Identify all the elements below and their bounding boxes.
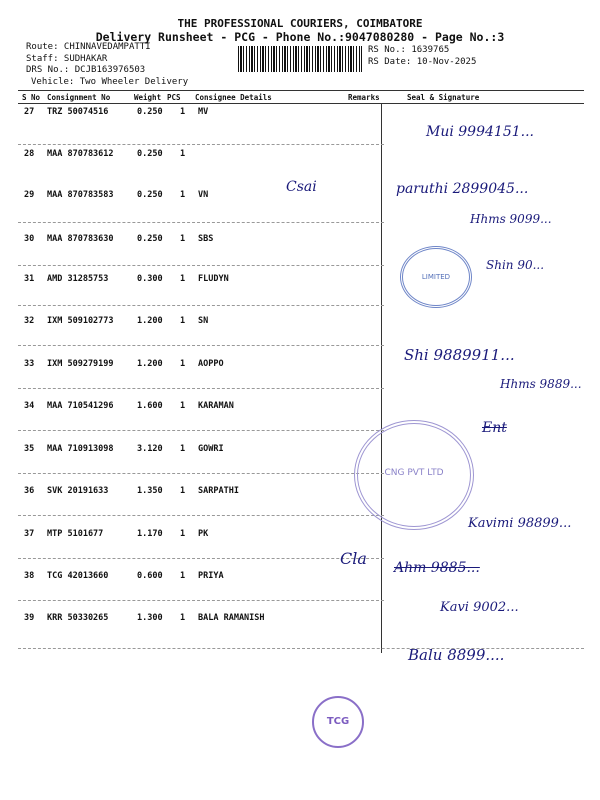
- row-pcs: 1: [180, 316, 186, 326]
- row-weight: 1.200: [137, 316, 163, 326]
- signature-39: Kavi 9002...: [440, 600, 519, 615]
- row-sno: 33: [24, 359, 35, 369]
- table-row: [0, 274, 600, 286]
- row-consignee: PRIYA: [198, 571, 224, 581]
- signature-34: Ent: [482, 420, 507, 436]
- signature-40: Balu 8899....: [408, 646, 505, 664]
- tcg-stamp: [312, 696, 364, 748]
- row-consignee: FLUDYN: [198, 274, 229, 284]
- header-bottom-rule: [18, 103, 584, 104]
- row-separator: [18, 345, 384, 346]
- drs-line: DRS No.: DCJB163976503: [26, 65, 146, 75]
- row-weight: 1.350: [137, 486, 163, 496]
- row-pcs: 1: [180, 274, 186, 284]
- row-weight: 1.170: [137, 529, 163, 539]
- col-consignee: Consignee Details: [195, 93, 272, 102]
- row-consignment: TCG 42013660: [47, 571, 109, 581]
- row-weight: 0.250: [137, 149, 163, 159]
- route-line: Route: CHINNAVEDAMPATTI: [26, 42, 151, 52]
- row-consignment: MAA 870783630: [47, 234, 114, 244]
- row-pcs: 1: [180, 571, 186, 581]
- row-consignee: SN: [198, 316, 209, 326]
- table-row: [0, 149, 600, 161]
- row-consignment: TRZ 50074516: [47, 107, 109, 117]
- row-pcs: 1: [180, 359, 186, 369]
- signature-29: paruthi 2899045...: [396, 181, 529, 197]
- row-consignment: AMD 31285753: [47, 274, 109, 284]
- row-consignee: PK: [198, 529, 209, 539]
- header-top-rule: [18, 90, 584, 91]
- row-consignee: SBS: [198, 234, 214, 244]
- row-weight: 0.250: [137, 107, 163, 117]
- row-weight: 0.250: [137, 190, 163, 200]
- table-row: [0, 316, 600, 328]
- col-weight: Weight: [134, 93, 162, 102]
- table-row: [0, 486, 600, 498]
- row-sno: 27: [24, 107, 35, 117]
- rs-date: RS Date: 10-Nov-2025: [368, 56, 477, 67]
- row-weight: 0.600: [137, 571, 163, 581]
- signature-30: Hhms 9099...: [470, 212, 552, 226]
- col-sno: S No: [22, 93, 41, 102]
- row-consignment: KRR 50330265: [47, 613, 109, 623]
- stamp-text: TCG: [326, 716, 350, 727]
- route-info: [26, 42, 188, 88]
- row-consignment: IXM 509279199: [47, 359, 114, 369]
- big-seal-stamp: [354, 420, 474, 530]
- row-consignee: KARAMAN: [198, 401, 234, 411]
- row-pcs: 1: [180, 486, 186, 496]
- row-separator: [18, 388, 384, 389]
- row-consignment: MTP 5101677: [47, 529, 104, 539]
- table-row: [0, 571, 600, 583]
- row-pcs: 1: [180, 401, 186, 411]
- row-separator: [18, 430, 384, 431]
- vehicle-line: Vehicle: Two Wheeler Delivery: [31, 76, 189, 87]
- row-consignment: IXM 509102773: [47, 316, 114, 326]
- table-row: [0, 444, 600, 456]
- table-row: [0, 107, 600, 119]
- stamp-text: LIMITED: [421, 273, 451, 281]
- signature-31: Shin 90...: [486, 258, 545, 272]
- col-pcs: PCS: [167, 93, 181, 102]
- stamp-text: CNG PVT LTD: [384, 468, 444, 478]
- row-pcs: 1: [180, 190, 186, 200]
- row-weight: 1.300: [137, 613, 163, 623]
- row-weight: 1.200: [137, 359, 163, 369]
- row-weight: 1.600: [137, 401, 163, 411]
- row-separator: [18, 473, 384, 474]
- row-sno: 28: [24, 149, 35, 159]
- row-consignee: BALA RAMANISH: [198, 613, 265, 623]
- row-sno: 36: [24, 486, 35, 496]
- row-pcs: 1: [180, 149, 186, 159]
- signature-33: Shi 9889911...: [404, 346, 515, 364]
- row-consignee: MV: [198, 107, 209, 117]
- rs-no: RS No.: 1639765: [368, 45, 450, 55]
- row-sno: 38: [24, 571, 35, 581]
- row-sno: 34: [24, 401, 35, 411]
- signature-27: Mui 9994151...: [426, 124, 534, 140]
- rs-info: [368, 45, 476, 68]
- staff-line: Staff: SUDHAKAR: [26, 53, 108, 64]
- row-consignment: MAA 710541296: [47, 401, 114, 411]
- row-consignment: MAA 870783583: [47, 190, 114, 200]
- row-separator: [18, 305, 384, 306]
- row-consignee: AOPPO: [198, 359, 224, 369]
- row-sno: 35: [24, 444, 35, 454]
- row-sno: 31: [24, 274, 35, 284]
- remark-29: Csai: [286, 179, 317, 195]
- row-separator: [18, 144, 384, 145]
- row-consignee: VN: [198, 190, 209, 200]
- row-separator: [18, 558, 384, 559]
- table-row: [0, 401, 600, 413]
- row-sno: 37: [24, 529, 35, 539]
- signature-37: Kavimi 98899...: [468, 516, 572, 531]
- row-sno: 29: [24, 190, 35, 200]
- row-sno: 39: [24, 613, 35, 623]
- row-separator: [18, 265, 384, 266]
- row-separator: [18, 515, 384, 516]
- remark-38: Cla: [340, 549, 367, 568]
- row-pcs: 1: [180, 234, 186, 244]
- row-separator: [18, 222, 384, 223]
- row-consignee: GOWRI: [198, 444, 224, 454]
- signature-38: Ahm 9885...: [394, 560, 480, 576]
- col-seal: Seal & Signature: [407, 93, 480, 102]
- signature-33b: Hhms 9889...: [500, 377, 582, 391]
- row-consignment: MAA 870783612: [47, 149, 114, 159]
- row-pcs: 1: [180, 613, 186, 623]
- barcode: [238, 46, 362, 72]
- col-consignment: Consignment No: [47, 93, 111, 102]
- row-consignee: SARPATHI: [198, 486, 239, 496]
- col-remarks: Remarks: [348, 93, 380, 102]
- row-weight: 0.300: [137, 274, 163, 284]
- row-weight: 0.250: [137, 234, 163, 244]
- row-sno: 30: [24, 234, 35, 244]
- row-consignment: SVK 20191633: [47, 486, 109, 496]
- runsheet-title: Delivery Runsheet - PCG - Phone No.:9047080280 - Page No.:3: [95, 30, 505, 44]
- company-title: THE PROFESSIONAL COURIERS, COIMBATORE: [177, 17, 423, 30]
- row-weight: 3.120: [137, 444, 163, 454]
- row-separator: [18, 600, 384, 601]
- row-sno: 32: [24, 316, 35, 326]
- company-seal-stamp: [400, 246, 472, 308]
- table-row: [0, 234, 600, 246]
- row-consignment: MAA 710913098: [47, 444, 114, 454]
- row-pcs: 1: [180, 444, 186, 454]
- row-pcs: 1: [180, 529, 186, 539]
- row-pcs: 1: [180, 107, 186, 117]
